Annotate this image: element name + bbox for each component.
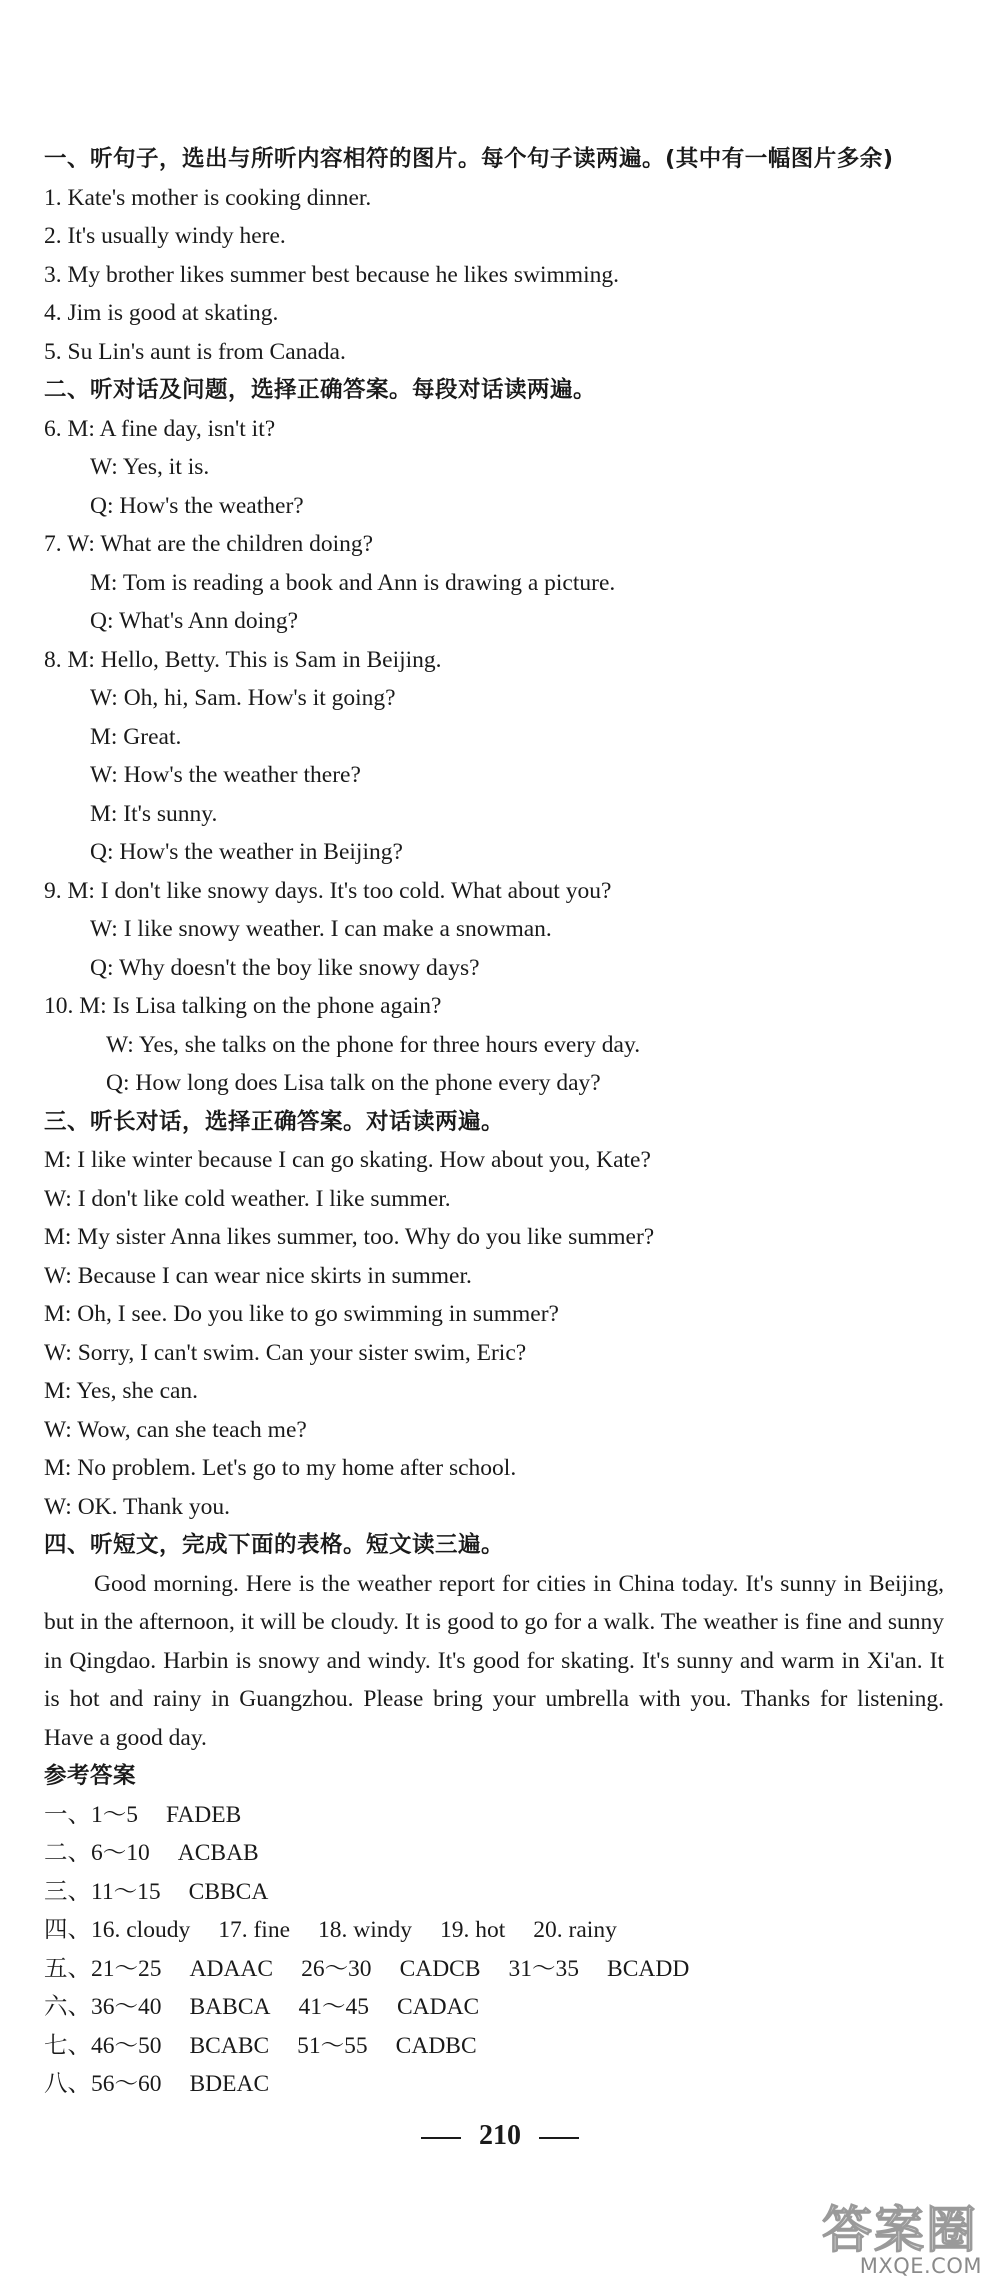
answer-word: 18. windy <box>318 1917 413 1943</box>
answer-letters: ACBAB <box>177 1840 259 1866</box>
answer-row <box>44 1988 944 2027</box>
section2-heading: 二、听对话及问题，选择正确答案。每段对话读两遍。 <box>44 377 597 403</box>
section1-item: 5. Su Lin's aunt is from Canada. <box>44 338 346 365</box>
long-dialogue-line: M: No problem. Let's go to my home after school. <box>44 1455 517 1481</box>
answer-row <box>44 1796 944 1835</box>
dialogue-10-question: Q: How long does Lisa talk on the phone every day? <box>106 1070 601 1096</box>
dialogue-8-line: M: Great. <box>90 723 182 750</box>
answers-heading: 参考答案 <box>44 1763 137 1789</box>
answer-row <box>44 1873 944 1912</box>
section1-heading: 一、听句子，选出与所听内容相符的图片。每个句子读两遍。(其中有一幅图片多余) <box>44 146 894 172</box>
weather-report-passage: Good morning. Here is the weather report for cities in China today. It's sunny in Beijing, but in the afternoon, it will be cloudy. It is good to go for a walk. The weather is fine and sunny in Qingdao. Harbin is snowy and windy. It's good for skating. It's sunny and warm in Xi'an. It is hot and rainy in Guangzhou. Please bring your umbrella with you. Thanks for listening. Have a good day. <box>44 1570 944 1751</box>
answer-row <box>44 1911 944 1950</box>
answer-range: 三、11～15 <box>44 1878 161 1905</box>
section1-item: 3. My brother likes summer best because he likes swimming. <box>44 261 619 288</box>
answer-letters: CADAC <box>396 1994 480 2020</box>
answer-row <box>44 2027 944 2066</box>
long-dialogue-line: W: OK. Thank you. <box>44 1493 231 1520</box>
long-dialogue-line: M: Yes, she can. <box>44 1378 199 1404</box>
answer-row <box>44 1950 944 1989</box>
dialogue-6-line: 6. M: A fine day, isn't it? <box>44 415 276 442</box>
answer-range: 26～30 <box>301 1955 372 1982</box>
page-number-dash-left <box>421 2137 461 2139</box>
dialogue-9-line: W: I like snowy weather. I can make a snowman. <box>90 916 552 942</box>
answer-range: 二、6～10 <box>44 1840 150 1866</box>
answer-letters: BDEAC <box>189 2071 270 2097</box>
answer-range: 七、46～50 <box>44 2032 162 2059</box>
answer-letters: BCABC <box>189 2032 270 2059</box>
dialogue-7-question: Q: What's Ann doing? <box>90 608 299 634</box>
answer-range: 31～35 <box>508 1955 580 1982</box>
section4-heading: 四、听短文，完成下面的表格。短文读三遍。 <box>44 1532 505 1558</box>
section1-item: 1. Kate's mother is cooking dinner. <box>44 184 372 211</box>
answer-range: 41～45 <box>298 1994 369 2020</box>
dialogue-10-line: W: Yes, she talks on the phone for three hours every day. <box>106 1031 641 1058</box>
dialogue-7-line: M: Tom is reading a book and Ann is drawing a picture. <box>90 569 616 596</box>
dialogue-9-question: Q: Why doesn't the boy like snowy days? <box>90 954 480 981</box>
watermark-text: 答案圈 <box>822 2201 978 2259</box>
answer-letters: BCADD <box>607 1955 690 1982</box>
answer-letters: FADEB <box>166 1801 242 1828</box>
document-content <box>44 140 944 2104</box>
answer-row <box>44 1834 944 1873</box>
dialogue-7-line: 7. W: What are the children doing? <box>44 531 374 557</box>
long-dialogue-line: W: I don't like cold weather. I like summer. <box>44 1185 451 1212</box>
section1-item: 2. It's usually windy here. <box>44 223 286 249</box>
answer-letters: CADBC <box>395 2032 477 2059</box>
answer-letters: ADAAC <box>189 1955 274 1982</box>
answer-letters: CBBCA <box>188 1878 269 1905</box>
dialogue-8-line: M: It's sunny. <box>90 800 218 827</box>
section3-heading: 三、听长对话，选择正确答案。对话读两遍。 <box>44 1108 505 1135</box>
watermark-logo <box>814 2188 984 2280</box>
dialogue-8-line: 8. M: Hello, Betty. This is Sam in Beijing. <box>44 646 442 673</box>
answer-range: 八、56～60 <box>44 2071 162 2097</box>
page-number-value: 210 <box>479 2120 521 2151</box>
dialogue-8-question: Q: How's the weather in Beijing? <box>90 839 403 865</box>
long-dialogue-line: W: Because I can wear nice skirts in summer. <box>44 1262 472 1289</box>
dialogue-6-line: W: Yes, it is. <box>90 454 210 480</box>
answer-row <box>44 2065 944 2104</box>
dialogue-8-line: W: How's the weather there? <box>90 762 361 788</box>
watermark-url: MXQE.COM <box>859 2254 982 2278</box>
page-number <box>0 2120 1000 2152</box>
answer-range: 一、1～5 <box>44 1801 138 1828</box>
answer-word: 20. rainy <box>533 1917 617 1943</box>
answer-range: 51～55 <box>297 2032 368 2059</box>
section1-item: 4. Jim is good at skating. <box>44 300 279 326</box>
answer-word: 17. fine <box>218 1917 291 1943</box>
answer-letters: BABCA <box>189 1994 271 2020</box>
answer-word: 19. hot <box>440 1917 506 1943</box>
answer-range: 六、36～40 <box>44 1994 162 2020</box>
answer-word: 四、16. cloudy <box>44 1917 191 1943</box>
dialogue-9-line: 9. M: I don't like snowy days. It's too cold. What about you? <box>44 877 612 904</box>
long-dialogue-line: M: I like winter because I can go skating. How about you, Kate? <box>44 1147 651 1173</box>
answer-letters: CADCB <box>399 1955 481 1982</box>
page-number-dash-right <box>539 2137 579 2139</box>
dialogue-6-question: Q: How's the weather? <box>90 492 304 519</box>
dialogue-8-line: W: Oh, hi, Sam. How's it going? <box>90 685 396 711</box>
answer-range: 五、21～25 <box>44 1955 162 1982</box>
long-dialogue-line: W: Sorry, I can't swim. Can your sister swim, Eric? <box>44 1339 527 1366</box>
long-dialogue-line: M: Oh, I see. Do you like to go swimming in summer? <box>44 1301 559 1327</box>
long-dialogue-line: W: Wow, can she teach me? <box>44 1416 307 1443</box>
dialogue-10-line: 10. M: Is Lisa talking on the phone again? <box>44 993 442 1019</box>
long-dialogue-line: M: My sister Anna likes summer, too. Why do you like summer? <box>44 1224 655 1250</box>
